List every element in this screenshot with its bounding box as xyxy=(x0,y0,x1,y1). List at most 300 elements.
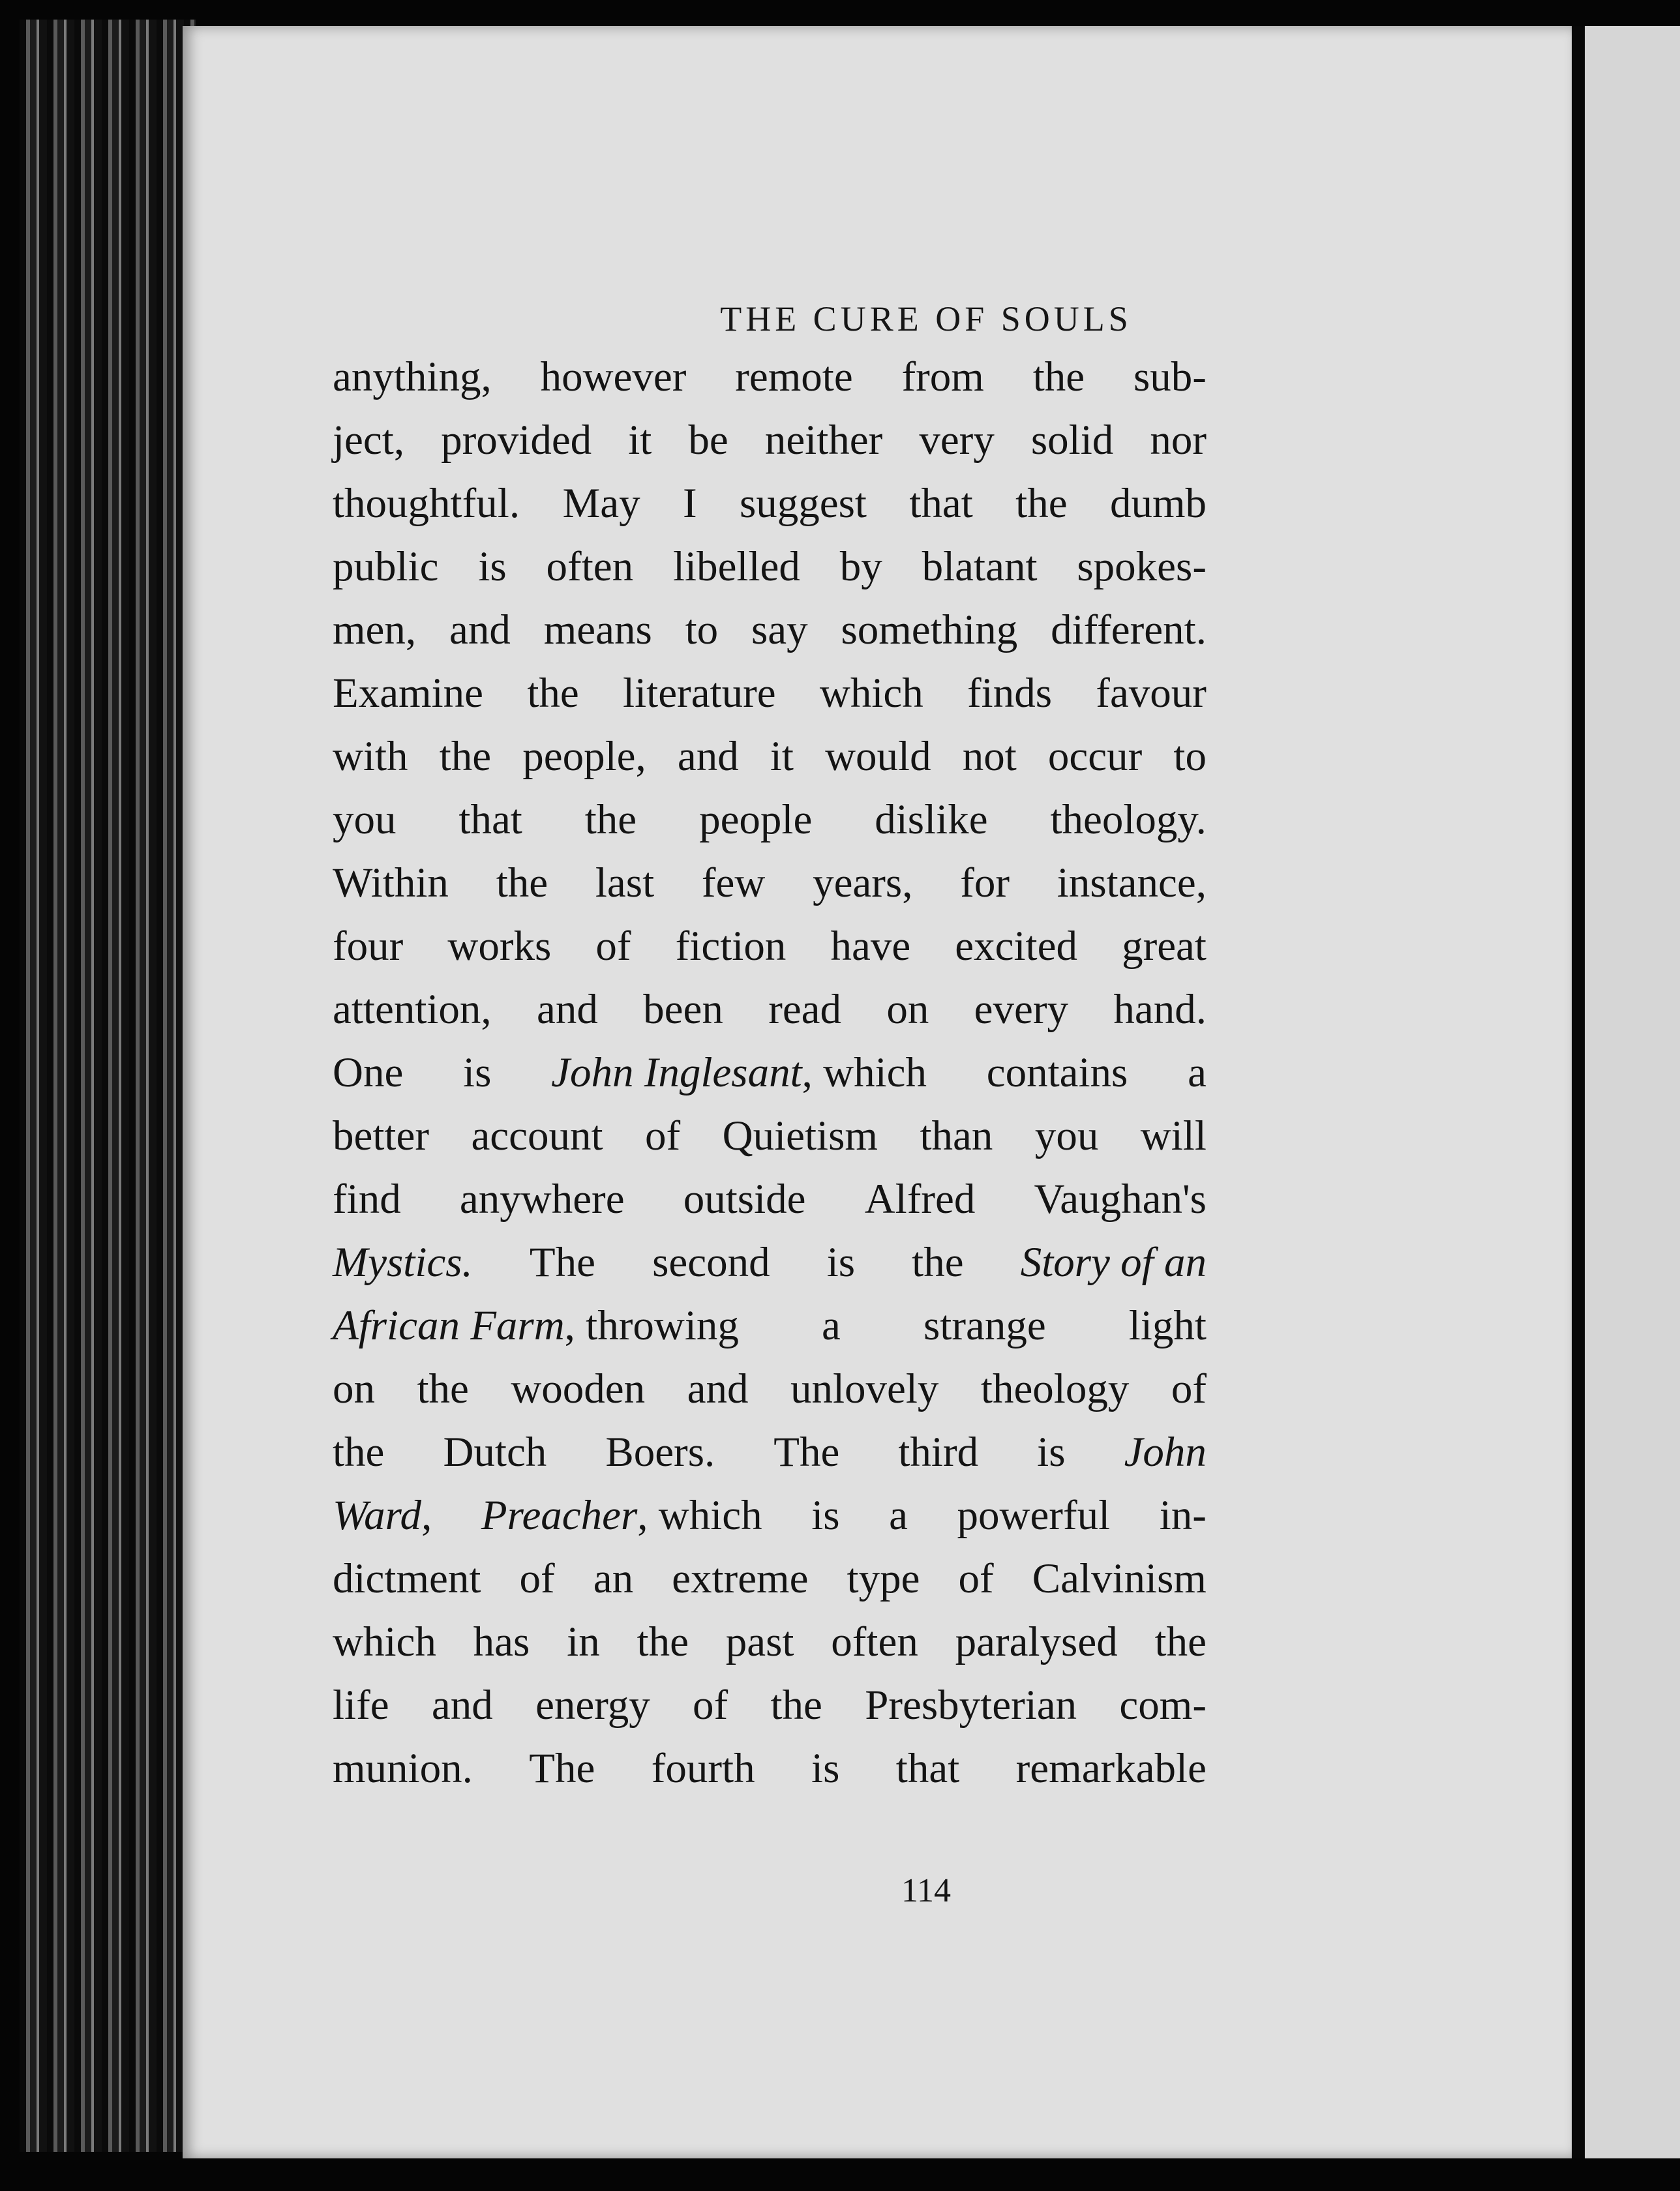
word xyxy=(643,978,723,1041)
book-gutter xyxy=(1572,26,1585,2158)
word-segment: com- xyxy=(1119,1682,1207,1729)
word-segment: the xyxy=(912,1239,964,1286)
word xyxy=(1173,725,1207,788)
word xyxy=(547,535,634,599)
word xyxy=(535,1674,650,1737)
word-segment: Preacher xyxy=(481,1492,638,1539)
word-segment: which xyxy=(333,1618,436,1665)
word xyxy=(955,915,1077,978)
word xyxy=(886,978,929,1041)
word-segment: Examine xyxy=(333,670,484,717)
page-number: 114 xyxy=(901,1872,952,1909)
word-segment: the xyxy=(637,1618,689,1665)
word-segment: attention, xyxy=(333,986,492,1033)
word-segment: hand. xyxy=(1113,986,1207,1033)
word-segment: theology xyxy=(980,1365,1130,1412)
text-line xyxy=(333,472,1207,535)
word-segment: be xyxy=(688,417,728,464)
word xyxy=(333,535,438,599)
word-segment: that xyxy=(895,1745,960,1792)
word-segment: blatant xyxy=(922,543,1038,590)
word xyxy=(1150,409,1207,472)
text-line xyxy=(333,978,1207,1041)
word xyxy=(678,725,739,788)
word xyxy=(1110,472,1207,535)
word-segment: and xyxy=(449,606,511,653)
word-segment: find xyxy=(333,1176,401,1223)
word-segment: in xyxy=(567,1618,600,1665)
word xyxy=(595,852,654,915)
word xyxy=(822,1294,841,1358)
word xyxy=(463,1041,491,1105)
word xyxy=(912,1231,963,1294)
word xyxy=(449,599,511,662)
word-segment: often xyxy=(831,1618,918,1665)
word-segment: The xyxy=(529,1239,595,1286)
word xyxy=(333,1484,432,1547)
word-segment: been xyxy=(643,986,723,1033)
word xyxy=(441,409,592,472)
word xyxy=(919,409,995,472)
word xyxy=(333,346,492,409)
word-segment: sub- xyxy=(1133,353,1207,400)
word xyxy=(443,1421,547,1484)
word xyxy=(740,472,867,535)
word xyxy=(1096,662,1207,725)
word xyxy=(1155,1611,1207,1674)
word xyxy=(825,725,931,788)
word xyxy=(333,1611,436,1674)
word xyxy=(551,1041,927,1105)
word xyxy=(1032,1547,1207,1611)
word-segment: John Inglesant xyxy=(551,1049,802,1096)
word xyxy=(333,409,404,472)
word xyxy=(875,788,987,852)
text-line xyxy=(333,662,1207,725)
text-line xyxy=(333,1231,1207,1294)
word xyxy=(1122,915,1207,978)
word xyxy=(790,1358,938,1421)
word-segment: say xyxy=(751,606,808,653)
word-segment: however xyxy=(540,353,687,400)
word-segment: nor xyxy=(1150,417,1207,464)
word xyxy=(726,1611,794,1674)
text-line xyxy=(333,725,1207,788)
word-segment: Dutch xyxy=(443,1429,547,1476)
word xyxy=(593,1547,633,1611)
text-line xyxy=(333,1674,1207,1737)
word-segment: excited xyxy=(955,923,1077,970)
word xyxy=(1141,1105,1207,1168)
word-segment: neither xyxy=(764,417,883,464)
word-segment: the xyxy=(439,733,492,780)
word xyxy=(909,472,972,535)
word-segment: ject, xyxy=(333,417,405,464)
word xyxy=(1037,1421,1065,1484)
word-segment: third xyxy=(898,1429,979,1476)
word-segment: light xyxy=(1128,1302,1207,1349)
word-segment: One xyxy=(333,1049,404,1096)
word xyxy=(974,978,1068,1041)
text-line xyxy=(333,1547,1207,1611)
word-segment: a xyxy=(1188,1049,1207,1096)
word xyxy=(652,1737,755,1800)
word xyxy=(687,1358,749,1421)
word-segment: with xyxy=(333,733,408,780)
word xyxy=(955,1611,1118,1674)
word-segment: dumb xyxy=(1109,480,1207,527)
word xyxy=(673,535,800,599)
word xyxy=(595,915,631,978)
word xyxy=(768,978,841,1041)
word xyxy=(751,599,808,662)
word-segment: , xyxy=(421,1492,432,1539)
word xyxy=(478,535,506,599)
word-segment: that xyxy=(909,480,973,527)
word xyxy=(333,852,449,915)
body-text xyxy=(333,346,1207,1800)
word-segment: of xyxy=(645,1112,681,1159)
word-segment: type xyxy=(847,1555,920,1602)
word-segment: the xyxy=(1154,1618,1207,1665)
word xyxy=(1021,1231,1207,1294)
word xyxy=(1035,1105,1099,1168)
word xyxy=(957,1484,1111,1547)
word-segment: contains xyxy=(986,1049,1128,1096)
word-segment: favour xyxy=(1096,670,1207,717)
word-segment: the xyxy=(333,1429,385,1476)
word xyxy=(683,1168,806,1231)
word xyxy=(967,662,1052,725)
word xyxy=(537,978,598,1041)
text-line xyxy=(333,409,1207,472)
word-segment: fiction xyxy=(675,923,787,970)
word xyxy=(333,1105,429,1168)
word-segment: finds xyxy=(967,670,1053,717)
word-segment: the xyxy=(1015,480,1068,527)
word xyxy=(960,852,1010,915)
word-segment: is xyxy=(811,1492,840,1539)
word-segment: the xyxy=(527,670,579,717)
word-segment: will xyxy=(1140,1112,1207,1159)
word xyxy=(333,599,416,662)
word xyxy=(530,1231,595,1294)
word xyxy=(562,472,640,535)
running-head: THE CURE OF SOULS xyxy=(720,299,1132,338)
word-segment: often xyxy=(546,543,634,590)
word xyxy=(333,1421,384,1484)
word xyxy=(541,346,687,409)
word xyxy=(773,1421,839,1484)
word xyxy=(902,346,984,409)
word-segment: Within xyxy=(333,859,449,906)
word-segment: Boers. xyxy=(605,1429,715,1476)
word-segment: the xyxy=(770,1682,822,1729)
word-segment: an xyxy=(593,1555,634,1602)
word-segment: anywhere xyxy=(459,1176,625,1223)
word-segment: remarkable xyxy=(1015,1745,1207,1792)
word xyxy=(1129,1294,1207,1358)
word xyxy=(896,1737,959,1800)
word-segment: the xyxy=(1032,353,1085,400)
word-segment: life xyxy=(333,1682,389,1729)
word xyxy=(623,662,776,725)
word-segment: different. xyxy=(1051,606,1207,653)
word-segment: is xyxy=(1037,1429,1066,1476)
word xyxy=(693,1674,728,1737)
text-line xyxy=(333,1484,1207,1547)
word xyxy=(735,346,852,409)
word xyxy=(811,1484,839,1547)
word xyxy=(333,1168,401,1231)
word-segment: munion. xyxy=(333,1745,473,1792)
word xyxy=(333,1294,739,1358)
word-segment: read xyxy=(768,986,842,1033)
word-segment: you xyxy=(333,796,397,843)
text-line xyxy=(333,1041,1207,1105)
word-segment: past xyxy=(725,1618,794,1665)
word-segment: The xyxy=(529,1745,595,1792)
word-segment: is xyxy=(811,1745,840,1792)
word xyxy=(770,725,794,788)
text-line xyxy=(333,1737,1207,1800)
word xyxy=(865,1168,976,1231)
word xyxy=(830,915,910,978)
word xyxy=(496,852,548,915)
word xyxy=(847,1547,920,1611)
word-segment: last xyxy=(595,859,655,906)
word-segment: remote xyxy=(735,353,853,400)
word-segment: , which xyxy=(802,1049,927,1096)
word-segment: a xyxy=(822,1302,841,1349)
word-segment: Story of an xyxy=(1020,1239,1207,1286)
word xyxy=(473,1611,530,1674)
word xyxy=(771,1674,822,1737)
word-segment: and xyxy=(431,1682,493,1729)
word-segment: public xyxy=(333,543,439,590)
word xyxy=(628,409,652,472)
word-segment: you xyxy=(1034,1112,1099,1159)
word-segment: of xyxy=(595,923,631,970)
word-segment: have xyxy=(830,923,911,970)
text-line xyxy=(333,852,1207,915)
word xyxy=(522,725,646,788)
text-line xyxy=(333,1168,1207,1231)
word-segment: very xyxy=(919,417,995,464)
word xyxy=(333,1547,481,1611)
word-segment: which xyxy=(819,670,923,717)
word-segment: of xyxy=(958,1555,994,1602)
word xyxy=(440,725,491,788)
word-segment: second xyxy=(652,1239,770,1286)
word xyxy=(1015,472,1067,535)
word xyxy=(831,1611,918,1674)
word-segment: to xyxy=(685,606,719,653)
word xyxy=(811,1737,839,1800)
word-segment: means xyxy=(543,606,652,653)
word xyxy=(683,472,697,535)
word-segment: instance, xyxy=(1057,859,1207,906)
word xyxy=(841,599,1017,662)
word xyxy=(676,915,787,978)
word-segment: energy xyxy=(535,1682,650,1729)
word xyxy=(447,915,551,978)
word-segment: by xyxy=(839,543,882,590)
word-segment: better xyxy=(333,1112,429,1159)
text-line xyxy=(333,535,1207,599)
facing-page-edge xyxy=(1585,26,1680,2158)
word-segment: than xyxy=(920,1112,993,1159)
word-segment: Ward xyxy=(333,1492,422,1539)
word xyxy=(544,599,652,662)
word xyxy=(333,1737,473,1800)
word xyxy=(637,1611,689,1674)
word xyxy=(333,1674,389,1737)
word xyxy=(333,1358,375,1421)
text-line xyxy=(333,1105,1207,1168)
text-line xyxy=(333,915,1207,978)
word xyxy=(1133,346,1207,409)
word xyxy=(1124,1421,1207,1484)
word xyxy=(460,1168,625,1231)
word xyxy=(333,978,492,1041)
word xyxy=(865,1674,1077,1737)
word xyxy=(813,852,912,915)
word xyxy=(1016,1737,1207,1800)
word-segment: something xyxy=(841,606,1018,653)
word-segment: it xyxy=(628,417,652,464)
word-segment: dictment xyxy=(333,1555,481,1602)
word xyxy=(959,1547,994,1611)
word-segment: extreme xyxy=(672,1555,809,1602)
word-segment: of xyxy=(1171,1365,1207,1412)
word xyxy=(889,1484,908,1547)
word xyxy=(1160,1484,1207,1547)
text-line xyxy=(333,1294,1207,1358)
word xyxy=(820,662,923,725)
text-line xyxy=(333,1421,1207,1484)
word-segment: literature xyxy=(623,670,776,717)
word-segment: few xyxy=(701,859,766,906)
word-segment: John xyxy=(1124,1429,1207,1476)
word xyxy=(417,1358,468,1421)
word-segment: paralysed xyxy=(955,1618,1118,1665)
word xyxy=(898,1421,978,1484)
word xyxy=(688,409,728,472)
word-segment: on xyxy=(886,986,929,1033)
word xyxy=(1048,725,1142,788)
word xyxy=(1119,1674,1207,1737)
text-line xyxy=(333,1358,1207,1421)
word-segment: of xyxy=(693,1682,728,1729)
word-segment: men, xyxy=(333,606,417,653)
word xyxy=(1113,978,1207,1041)
word-segment: Alfred xyxy=(864,1176,976,1223)
word xyxy=(333,788,397,852)
word xyxy=(471,1105,603,1168)
word xyxy=(333,1041,403,1105)
word-segment: is xyxy=(463,1049,492,1096)
word-segment: great xyxy=(1122,923,1207,970)
word-segment: suggest xyxy=(739,480,867,527)
word-segment: not xyxy=(962,733,1017,780)
word xyxy=(672,1547,808,1611)
word xyxy=(567,1611,600,1674)
word xyxy=(333,725,408,788)
word xyxy=(432,1674,493,1737)
book-page-edges xyxy=(20,20,196,2152)
word xyxy=(333,472,520,535)
word-segment: May xyxy=(562,480,640,527)
word-segment: Presbyterian xyxy=(865,1682,1077,1729)
word-segment: works xyxy=(447,923,552,970)
word-segment: Quietism xyxy=(722,1112,878,1159)
word-segment: in- xyxy=(1159,1492,1207,1539)
word xyxy=(840,535,882,599)
word xyxy=(922,535,1038,599)
word-segment: four xyxy=(333,923,404,970)
word-segment: solid xyxy=(1030,417,1114,464)
word-segment: The xyxy=(773,1429,840,1476)
word xyxy=(923,1294,1046,1358)
word xyxy=(702,852,765,915)
word-segment: wooden xyxy=(511,1365,646,1412)
text-line xyxy=(333,1611,1207,1674)
word xyxy=(1077,535,1207,599)
word xyxy=(1033,346,1085,409)
word xyxy=(1050,788,1207,852)
word-segment: the xyxy=(417,1365,469,1412)
word-segment: to xyxy=(1173,733,1207,780)
word-segment: strange xyxy=(923,1302,1046,1349)
word-segment: fourth xyxy=(651,1745,755,1792)
word xyxy=(333,915,403,978)
word-segment: on xyxy=(333,1365,375,1412)
text-line xyxy=(333,599,1207,662)
word-segment: the xyxy=(584,796,637,843)
word-segment: people xyxy=(699,796,813,843)
word-segment: dislike xyxy=(875,796,988,843)
word xyxy=(1031,409,1113,472)
word xyxy=(481,1484,762,1547)
word-segment: has xyxy=(473,1618,530,1665)
word xyxy=(1057,852,1207,915)
word-segment: theology. xyxy=(1050,796,1207,843)
word-segment: of xyxy=(519,1555,555,1602)
word-segment: thoughtful. xyxy=(333,480,520,527)
word-segment: people, xyxy=(522,733,646,780)
word-segment: I xyxy=(682,480,697,527)
word-segment: that xyxy=(458,796,522,843)
word-segment: anything, xyxy=(333,353,492,400)
word-segment: Mystics. xyxy=(333,1239,473,1286)
word xyxy=(527,662,578,725)
word xyxy=(585,788,637,852)
word-segment: is xyxy=(478,543,507,590)
word-segment: and xyxy=(677,733,739,780)
word xyxy=(1188,1041,1207,1105)
word-segment: from xyxy=(901,353,984,400)
word xyxy=(511,1358,645,1421)
word xyxy=(529,1737,595,1800)
word xyxy=(1051,599,1207,662)
word-segment: powerful xyxy=(957,1492,1111,1539)
word xyxy=(963,725,1017,788)
word-segment: spokes- xyxy=(1077,543,1207,590)
word xyxy=(333,1231,473,1294)
word xyxy=(1034,1168,1207,1231)
word xyxy=(520,1547,555,1611)
